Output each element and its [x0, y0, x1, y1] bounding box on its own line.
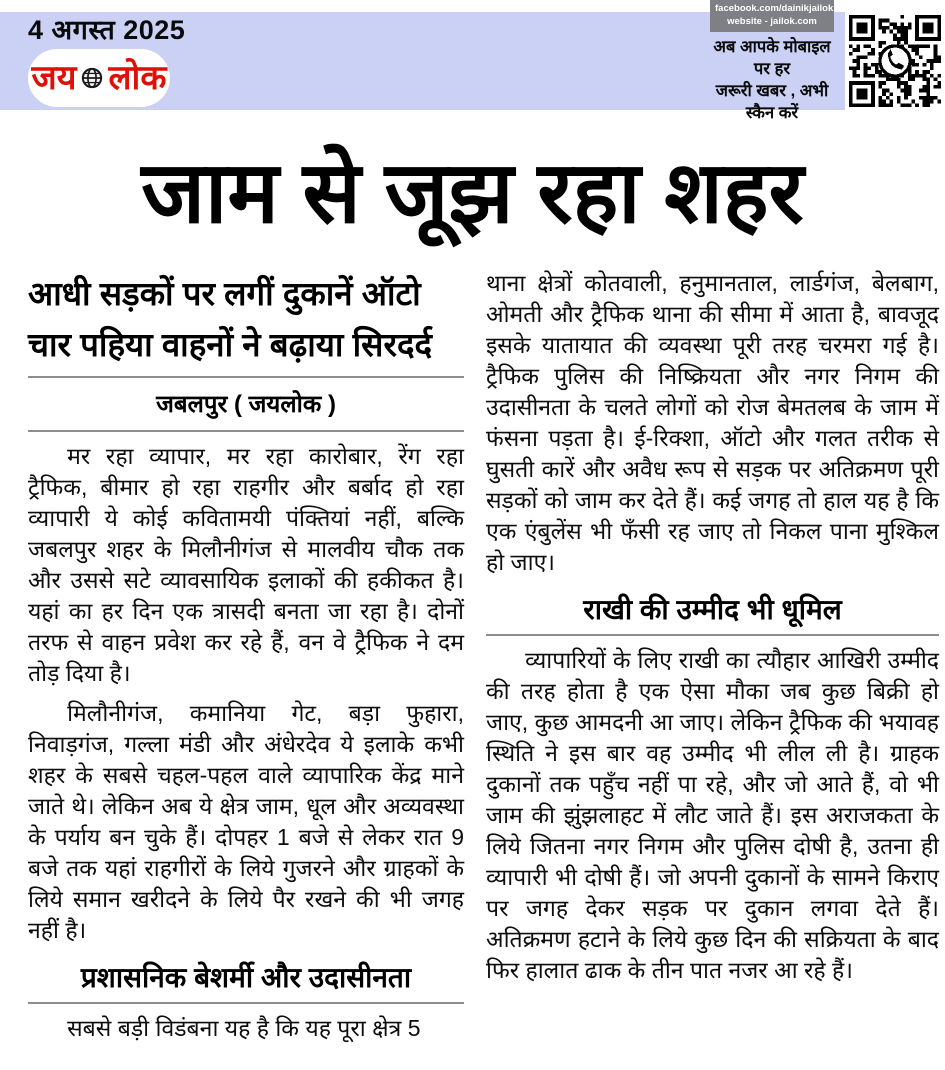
masthead: [0, 3, 945, 122]
divider: [486, 634, 939, 636]
masthead-right: [707, 3, 945, 122]
right-column: [486, 268, 939, 1044]
masthead-left: [0, 12, 185, 110]
edition-date: 4 अगस्त 2025: [28, 15, 186, 45]
website-url: website - jailok.com: [727, 16, 817, 27]
subheadline: आधी सड़कों पर लगीं दुकानें ऑटो चार पहिया वाहनों ने बढ़ाया सिरदर्द: [28, 275, 432, 363]
divider: [28, 1002, 464, 1004]
paragraph: मिलौनीगंज, कमानिया गेट, बड़ा फुहारा, निवाड़गंज, गल्ला मंडी और अंधेरदेव ये इलाके कभी शहर के सबसे चहल-पहल वाले व्यापारिक केंद्र माने जाते थे। लेकिन अब ये क्षेत्र जाम, धूल और अव्यवस्था के पर्याय बन चुके हैं। दोपहर 1 बजे से लेकर रात 9 बजे तक यहां राहगीरों के लिये गुजरने और ग्राहकों के लिये समान खरीदने के लिये पैर रखने की भी जगह नहीं है।: [28, 700, 464, 943]
byline: जबलपुर ( जयलोक ): [156, 391, 336, 418]
social-links-box: [710, 0, 834, 32]
divider: [28, 430, 464, 432]
logo-word-jai: जय: [31, 59, 77, 97]
paragraph: मर रहा व्यापार, मर रहा कारोबार, रेंग रहा ट्रैफिक, बीमार हो रहा राहगीर और बर्बाद हो रहा व्यापारी ये कोई कवितामयी पंक्तियां नहीं, बल्कि जबलपुर शहर के मिलौनीगंज से मालवीय चौक तक और उससे सटे व्यावसायिक इलाकों की हकीकत है। यहां का हर दिन एक त्रासदी बनता जा रहा है। दोनों तरफ से वाहन प्रवेश कर रहे हैं, वन वे ट्रैफिक ने दम तोड़ दिया है।: [28, 443, 464, 686]
main-headline: जाम से जूझ रहा शहर: [141, 145, 804, 241]
masthead-right-texts: [707, 0, 837, 124]
section-heading-rakhi: राखी की उम्मीद भी धूमिल: [583, 594, 842, 625]
jai-lok-logo: [28, 49, 170, 107]
globe-icon: [81, 67, 103, 89]
article-body: [0, 268, 945, 1044]
scan-prompt-line2: जरूरी खबर , अभी स्कैन करें: [715, 82, 829, 122]
paragraph: व्यापारियों के लिए राखी का त्यौहार आखिरी उम्मीद की तरह होता है एक ऐसा मौका जब कुछ बिक्री हो जाए, कुछ आमदनी आ जाए। लेकिन ट्रैफिक की भयावह स्थिति ने इस बार वह उम्मीद भी लील ली है। ग्राहक दुकानों तक पहुँच नहीं पा रहे, और जो आते हैं, वो भी जाम की झुंझलाहट में लौट जाते हैं। इस अराजकता के लिये जितना नगर निगम और पुलिस दोषी है, उतना ही व्यापारी भी दोषी हैं। जो अपनी दुकानों के सामने किराए पर जगह देकर सड़क पर दुकान लगवा देते हैं। अतिक्रमण हटाने के लिये कुछ दिन की सक्रियता के बाद फिर हालात ढाक के तीन पात नजर आ रहे हैं।: [486, 647, 939, 983]
paragraph: सबसे बड़ी विडंबना यह है कि यह पूरा क्षेत्र 5: [67, 1015, 421, 1041]
left-column: [28, 268, 464, 1044]
facebook-url: facebook.com/dainikjailok: [715, 3, 834, 14]
scan-prompt: [707, 36, 837, 124]
section-heading-administration: प्रशासनिक बेशर्मी और उदासीनता: [80, 962, 412, 993]
scan-prompt-line1: अब आपके मोबाइल पर हर: [713, 38, 831, 78]
whatsapp-qr-code: [845, 7, 945, 115]
paragraph-continued: थाना क्षेत्रों कोतवाली, हनुमानताल, लार्डगंज, बेलबाग, ओमती और ट्रैफिक थाना की सीमा में आता है, बावजूद इसके यातायात की व्यवस्था पूरी तरह चरमरा गई है। ट्रैफिक पुलिस की निष्क्रियता और नगर निगम की उदासीनता के चलते लोगों को रोज बेमतलब के जाम में फंसना पड़ता है। ई-रिक्शा, ऑटो और गलत तरीक से घुसती कारें और अवैध रूप से सड़क पर अतिक्रमण पूरी सड़कों को जाम कर देते हैं। कई जगह तो हाल यह है कि एक एंबुलेंस भी फँसी रह जाए तो निकल पाना मुश्किल हो जाए।: [486, 270, 939, 575]
logo-word-lok: लोक: [108, 59, 167, 97]
